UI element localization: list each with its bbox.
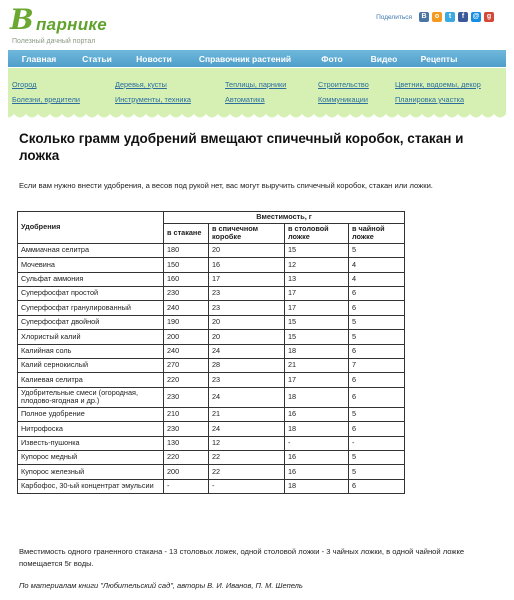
tablespoon-value: 16 <box>285 465 349 479</box>
matchbox-value: 28 <box>209 358 285 372</box>
teaspoon-value: 6 <box>349 479 405 493</box>
nav-item-2[interactable]: Новости <box>136 53 172 64</box>
table-row <box>18 272 405 286</box>
teaspoon-value: 5 <box>349 243 405 257</box>
table-row <box>18 315 405 329</box>
subnav-link-cvetnik[interactable]: Цветник, водоемы, декор <box>395 80 481 89</box>
matchbox-value: 23 <box>209 301 285 315</box>
twitter-icon[interactable]: t <box>445 12 455 22</box>
glass-value: 230 <box>164 286 209 300</box>
tablespoon-value: 18 <box>285 387 349 407</box>
fertilizer-name: Мочевина <box>18 258 164 272</box>
fertilizer-name: Нитрофоска <box>18 422 164 436</box>
teaspoon-value: 6 <box>349 301 405 315</box>
matchbox-value: 23 <box>209 286 285 300</box>
glass-value: 240 <box>164 344 209 358</box>
article-intro: Если вам нужно внести удобрения, а весов под рукой нет, вас могут выручить спичечный коробок, стакан или ложки. <box>19 181 433 190</box>
fertilizer-name: Купорос медный <box>18 451 164 465</box>
subnav-link-kommunikacii[interactable]: Коммуникации <box>318 95 368 104</box>
vkontakte-icon[interactable]: В <box>419 12 429 22</box>
odnoklassniki-icon[interactable]: о <box>432 12 442 22</box>
tablespoon-value: 17 <box>285 286 349 300</box>
matchbox-value: 24 <box>209 422 285 436</box>
glass-value: 230 <box>164 387 209 407</box>
fertilizer-name: Известь-пушонка <box>18 436 164 450</box>
fertilizer-name: Калиевая селитра <box>18 373 164 387</box>
google-plus-icon[interactable]: g <box>484 12 494 22</box>
teaspoon-value: - <box>349 436 405 450</box>
glass-value: 130 <box>164 436 209 450</box>
tablespoon-value: 16 <box>285 451 349 465</box>
matchbox-value: 16 <box>209 258 285 272</box>
table-row <box>18 465 405 479</box>
glass-value: 220 <box>164 373 209 387</box>
matchbox-value: 22 <box>209 451 285 465</box>
teaspoon-value: 6 <box>349 286 405 300</box>
glass-value: 200 <box>164 465 209 479</box>
table-row <box>18 373 405 387</box>
fertilizer-name: Аммиачная селитра <box>18 243 164 257</box>
matchbox-value: - <box>209 479 285 493</box>
table-header-tablespoon: в столовой ложке <box>285 223 349 243</box>
table-row <box>18 451 405 465</box>
nav-item-3[interactable]: Справочник растений <box>198 53 292 64</box>
nav-item-0[interactable]: Главная <box>21 53 57 64</box>
tablespoon-value: 18 <box>285 344 349 358</box>
teaspoon-value: 5 <box>349 465 405 479</box>
teaspoon-value: 5 <box>349 315 405 329</box>
tablespoon-value: 18 <box>285 479 349 493</box>
tablespoon-value: 15 <box>285 243 349 257</box>
tablespoon-value: 15 <box>285 315 349 329</box>
matchbox-value: 22 <box>209 465 285 479</box>
matchbox-value: 20 <box>209 315 285 329</box>
fertilizer-capacity-table <box>17 211 405 494</box>
fertilizer-name: Удобрительные смеси (огородная, плодово-ягодная и др.) <box>18 387 164 407</box>
table-header-glass: в стакане <box>164 223 209 243</box>
table-row <box>18 330 405 344</box>
main-nav <box>8 50 506 67</box>
matchbox-value: 20 <box>209 243 285 257</box>
teaspoon-value: 6 <box>349 344 405 358</box>
article-source: По материалам книги "Любительский сад", авторы В. И. Иванов, П. М. Шепель <box>19 581 303 590</box>
logo-name: парнике <box>36 15 108 34</box>
glass-value: 150 <box>164 258 209 272</box>
teaspoon-value: 7 <box>349 358 405 372</box>
tablespoon-value: 17 <box>285 301 349 315</box>
fertilizer-name: Хлористый калий <box>18 330 164 344</box>
subnav-link-instrumenty[interactable]: Инструменты, техника <box>115 95 191 104</box>
tablespoon-value: 15 <box>285 330 349 344</box>
subnav-link-bolezni[interactable]: Болезни, вредители <box>12 95 80 104</box>
teaspoon-value: 5 <box>349 407 405 421</box>
glass-value: - <box>164 479 209 493</box>
site-header <box>0 0 514 47</box>
tablespoon-value: 16 <box>285 407 349 421</box>
glass-value: 160 <box>164 272 209 286</box>
table-row <box>18 286 405 300</box>
subnav-link-stroitelstvo[interactable]: Строительство <box>318 80 369 89</box>
table-header-teaspoon: в чайной ложке <box>349 223 405 243</box>
fertilizer-name: Калий сернокислый <box>18 358 164 372</box>
nav-item-4[interactable]: Фото <box>321 53 343 64</box>
fertilizer-name: Купорос железный <box>18 465 164 479</box>
fertilizer-name: Карбофос, 30-ый концентрат эмульсии <box>18 479 164 493</box>
teaspoon-value: 6 <box>349 387 405 407</box>
fertilizer-name: Калийная соль <box>18 344 164 358</box>
fertilizer-name: Сульфат аммония <box>18 272 164 286</box>
matchbox-value: 24 <box>209 344 285 358</box>
fertilizer-name: Суперфосфат двойной <box>18 315 164 329</box>
tablespoon-value: 12 <box>285 258 349 272</box>
glass-value: 200 <box>164 330 209 344</box>
article-note: Вместимость одного граненного стакана - 13 столовых ложек, одной столовой ложки - 3 чайных ложки, в одной чайной ложке помещается 5г воды. <box>19 547 465 568</box>
matchbox-value: 21 <box>209 407 285 421</box>
article-title: Сколько грамм удобрений вмещают спичечный коробок, стакан и ложка <box>19 131 464 163</box>
tablespoon-value: - <box>285 436 349 450</box>
table-header-fertilizer: Удобрения <box>18 212 164 244</box>
share-bar <box>376 12 494 22</box>
tablespoon-value: 13 <box>285 272 349 286</box>
subnav-link-ogorod[interactable]: Огород <box>12 80 37 89</box>
tablespoon-value: 17 <box>285 373 349 387</box>
table-header-matchbox: в спичечном коробке <box>209 223 285 243</box>
glass-value: 210 <box>164 407 209 421</box>
table-row <box>18 436 405 450</box>
matchbox-value: 20 <box>209 330 285 344</box>
subnav-link-teplicy[interactable]: Теплицы, парники <box>225 80 287 89</box>
table-row <box>18 258 405 272</box>
nav-item-6[interactable]: Рецепты <box>420 53 458 64</box>
tablespoon-value: 18 <box>285 422 349 436</box>
share-label: Поделиться <box>376 13 412 21</box>
subnav-link-planirovka[interactable]: Планировка участка <box>395 95 465 104</box>
category-subnav <box>8 68 506 112</box>
table-row <box>18 387 405 407</box>
teaspoon-value: 4 <box>349 258 405 272</box>
glass-value: 180 <box>164 243 209 257</box>
table-row <box>18 358 405 372</box>
teaspoon-value: 6 <box>349 373 405 387</box>
table-row <box>18 344 405 358</box>
fertilizer-name: Суперфосфат простой <box>18 286 164 300</box>
glass-value: 190 <box>164 315 209 329</box>
nav-item-1[interactable]: Статьи <box>82 53 112 64</box>
subnav-link-avtomatika[interactable]: Автоматика <box>225 95 265 104</box>
teaspoon-value: 6 <box>349 422 405 436</box>
glass-value: 240 <box>164 301 209 315</box>
subnav-wave-border <box>8 110 506 120</box>
table-row <box>18 479 405 493</box>
table-row <box>18 243 405 257</box>
glass-value: 270 <box>164 358 209 372</box>
site-logo[interactable] <box>10 3 108 45</box>
matchbox-value: 24 <box>209 387 285 407</box>
fertilizer-name: Суперфосфат гранулированный <box>18 301 164 315</box>
mail-icon[interactable]: @ <box>472 13 480 20</box>
table-row <box>18 422 405 436</box>
subnav-link-derevya[interactable]: Деревья, кусты <box>115 80 167 89</box>
teaspoon-value: 5 <box>349 330 405 344</box>
table-header-capacity: Вместимость, г <box>164 212 405 224</box>
logo-letter: В <box>10 3 34 36</box>
fertilizer-name: Полное удобрение <box>18 407 164 421</box>
matchbox-value: 23 <box>209 373 285 387</box>
teaspoon-value: 5 <box>349 451 405 465</box>
glass-value: 220 <box>164 451 209 465</box>
table-row <box>18 407 405 421</box>
facebook-icon[interactable]: f <box>458 12 468 22</box>
teaspoon-value: 4 <box>349 272 405 286</box>
site-tagline: Полезный дачный портал <box>12 38 96 45</box>
table-row <box>18 301 405 315</box>
glass-value: 230 <box>164 422 209 436</box>
nav-item-5[interactable]: Видео <box>370 53 398 64</box>
matchbox-value: 17 <box>209 272 285 286</box>
matchbox-value: 12 <box>209 436 285 450</box>
tablespoon-value: 21 <box>285 358 349 372</box>
